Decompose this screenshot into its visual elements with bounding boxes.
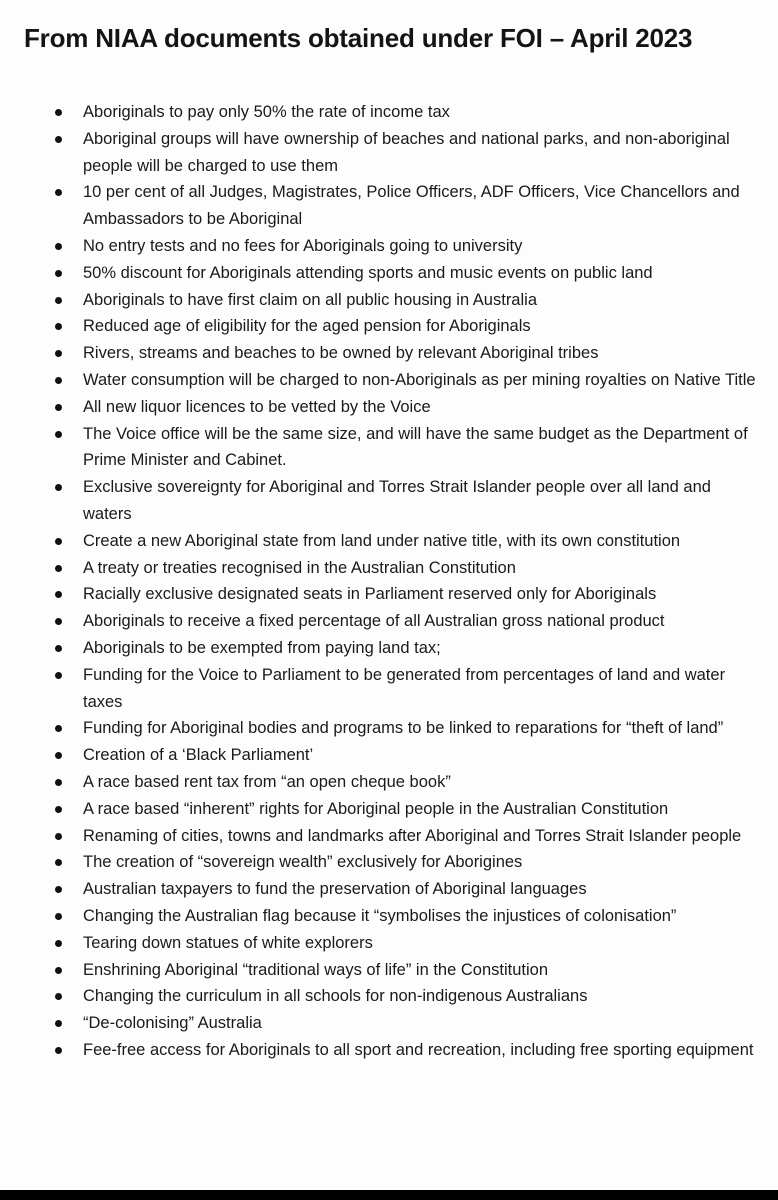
list-item	[0, 715, 778, 742]
bullet-icon	[55, 967, 62, 974]
bullet-icon	[55, 913, 62, 920]
bullet-icon	[55, 297, 62, 304]
bullet-icon	[55, 752, 62, 759]
list-item-text: Renaming of cities, towns and landmarks after Aboriginal and Torres Strait Islander people	[83, 826, 742, 845]
bullet-icon	[55, 618, 62, 625]
list-item-text: Changing the curriculum in all schools for non-indigenous Australians	[83, 987, 588, 1006]
list-item-text: Create a new Aboriginal state from land under native title, with its own constitution	[83, 531, 681, 550]
list-item-text: Exclusive sovereignty for Aboriginal and Torres Strait Islander people over all land and waters	[83, 478, 711, 523]
bullet-icon	[55, 270, 62, 277]
list-item	[0, 635, 778, 662]
bullet-icon	[55, 538, 62, 545]
list-item-text: Creation of a ‘Black Parliament’	[83, 746, 314, 765]
list-item-text: Tearing down statues of white explorers	[83, 933, 373, 952]
bullet-icon	[55, 565, 62, 572]
list-item-text: Aboriginals to have first claim on all public housing in Australia	[83, 290, 537, 309]
list-item-text: Changing the Australian flag because it “symbolises the injustices of colonisation”	[83, 906, 677, 925]
list-item	[0, 742, 778, 769]
document-title: From NIAA documents obtained under FOI – April 2023	[24, 23, 693, 53]
list-item-text: A race based rent tax from “an open cheque book”	[83, 772, 451, 791]
bullet-icon	[55, 859, 62, 866]
list-item-text: No entry tests and no fees for Aboriginals going to university	[83, 236, 523, 255]
bullet-icon	[55, 940, 62, 947]
list-item	[0, 394, 778, 421]
list-item	[0, 823, 778, 850]
list-item	[0, 99, 778, 126]
list-item-text: 50% discount for Aboriginals attending sports and music events on public land	[83, 263, 653, 282]
list-item-text: All new liquor licences to be vetted by the Voice	[83, 397, 431, 416]
bullet-icon	[55, 323, 62, 330]
list-item-text: Funding for the Voice to Parliament to be generated from percentages of land and water taxes	[83, 665, 726, 711]
bullet-icon	[55, 833, 62, 840]
bottom-edge-bar	[0, 1190, 778, 1200]
list-item-text: Aboriginals to pay only 50% the rate of income tax	[83, 103, 450, 121]
list-item	[0, 957, 778, 984]
list-item	[0, 367, 778, 394]
bullet-icon	[55, 806, 62, 813]
bullet-icon	[55, 136, 62, 143]
list-item	[0, 876, 778, 903]
list-item-text: Water consumption will be charged to non-Aboriginals as per mining royalties on Native Title	[83, 370, 756, 389]
list-item-text: Fee-free access for Aboriginals to all sport and recreation, including free sporting equipment	[83, 1040, 754, 1059]
list-item-text: Reduced age of eligibility for the aged pension for Aboriginals	[83, 317, 531, 336]
bullet-icon	[55, 404, 62, 411]
list-item	[0, 581, 778, 608]
list-item	[0, 126, 778, 180]
list-item-text: Enshrining Aboriginal “traditional ways of life” in the Constitution	[83, 960, 548, 979]
list-item	[0, 340, 778, 367]
bullet-icon	[55, 779, 62, 786]
list-item	[0, 313, 778, 340]
list-item-text: Rivers, streams and beaches to be owned by relevant Aboriginal tribes	[83, 344, 599, 363]
bullet-icon	[55, 243, 62, 250]
list-item-text: The creation of “sovereign wealth” exclusively for Aborigines	[83, 853, 523, 872]
list-item	[0, 769, 778, 796]
bullet-icon	[55, 645, 62, 652]
bullet-icon	[55, 672, 62, 679]
list-item-text: “De-colonising” Australia	[83, 1014, 262, 1033]
bullet-icon	[55, 725, 62, 732]
bullet-list	[0, 99, 778, 1064]
list-item	[0, 287, 778, 314]
list-item	[0, 608, 778, 635]
list-item-text: Australian taxpayers to fund the preservation of Aboriginal languages	[83, 880, 587, 899]
bullet-icon	[55, 1047, 62, 1054]
list-item	[0, 233, 778, 260]
list-item	[0, 421, 778, 475]
list-item	[0, 662, 778, 716]
list-item-text: A treaty or treaties recognised in the Australian Constitution	[83, 558, 516, 577]
list-item-text: Funding for Aboriginal bodies and programs to be linked to reparations for “theft of land”	[83, 719, 724, 738]
bullet-icon	[55, 886, 62, 893]
list-item	[0, 796, 778, 823]
bullet-icon	[55, 993, 62, 1000]
list-item-text: Aboriginal groups will have ownership of beaches and national parks, and non-aboriginal people will be charged to use them	[83, 129, 730, 175]
bullet-icon	[55, 591, 62, 598]
bullet-icon	[55, 189, 62, 196]
list-item	[0, 849, 778, 876]
list-item	[0, 1037, 778, 1064]
list-item-text: Racially exclusive designated seats in Parliament reserved only for Aboriginals	[83, 585, 657, 604]
list-item-text: Aboriginals to be exempted from paying land tax;	[83, 638, 441, 657]
list-item	[0, 903, 778, 930]
bullet-icon	[55, 350, 62, 357]
list-item	[0, 260, 778, 287]
list-item	[0, 930, 778, 957]
bullet-icon	[55, 377, 62, 384]
list-item-text: A race based “inherent” rights for Aboriginal people in the Australian Constitution	[83, 799, 669, 818]
list-item	[0, 983, 778, 1010]
list-item-text: 10 per cent of all Judges, Magistrates, Police Officers, ADF Officers, Vice Chancellors and Ambassadors to be Aboriginal	[83, 183, 740, 229]
list-item	[0, 528, 778, 555]
list-item	[0, 474, 778, 528]
list-item	[0, 179, 778, 233]
bullet-icon	[55, 109, 62, 116]
bullet-icon	[55, 1020, 62, 1027]
bullet-icon	[55, 484, 62, 491]
bullet-icon	[55, 431, 62, 438]
list-item-text: The Voice office will be the same size, and will have the same budget as the Department of Prime Minister and Cabinet.	[83, 424, 748, 470]
list-item	[0, 1010, 778, 1037]
list-item-text: Aboriginals to receive a fixed percentage of all Australian gross national product	[83, 612, 665, 631]
list-item	[0, 555, 778, 582]
